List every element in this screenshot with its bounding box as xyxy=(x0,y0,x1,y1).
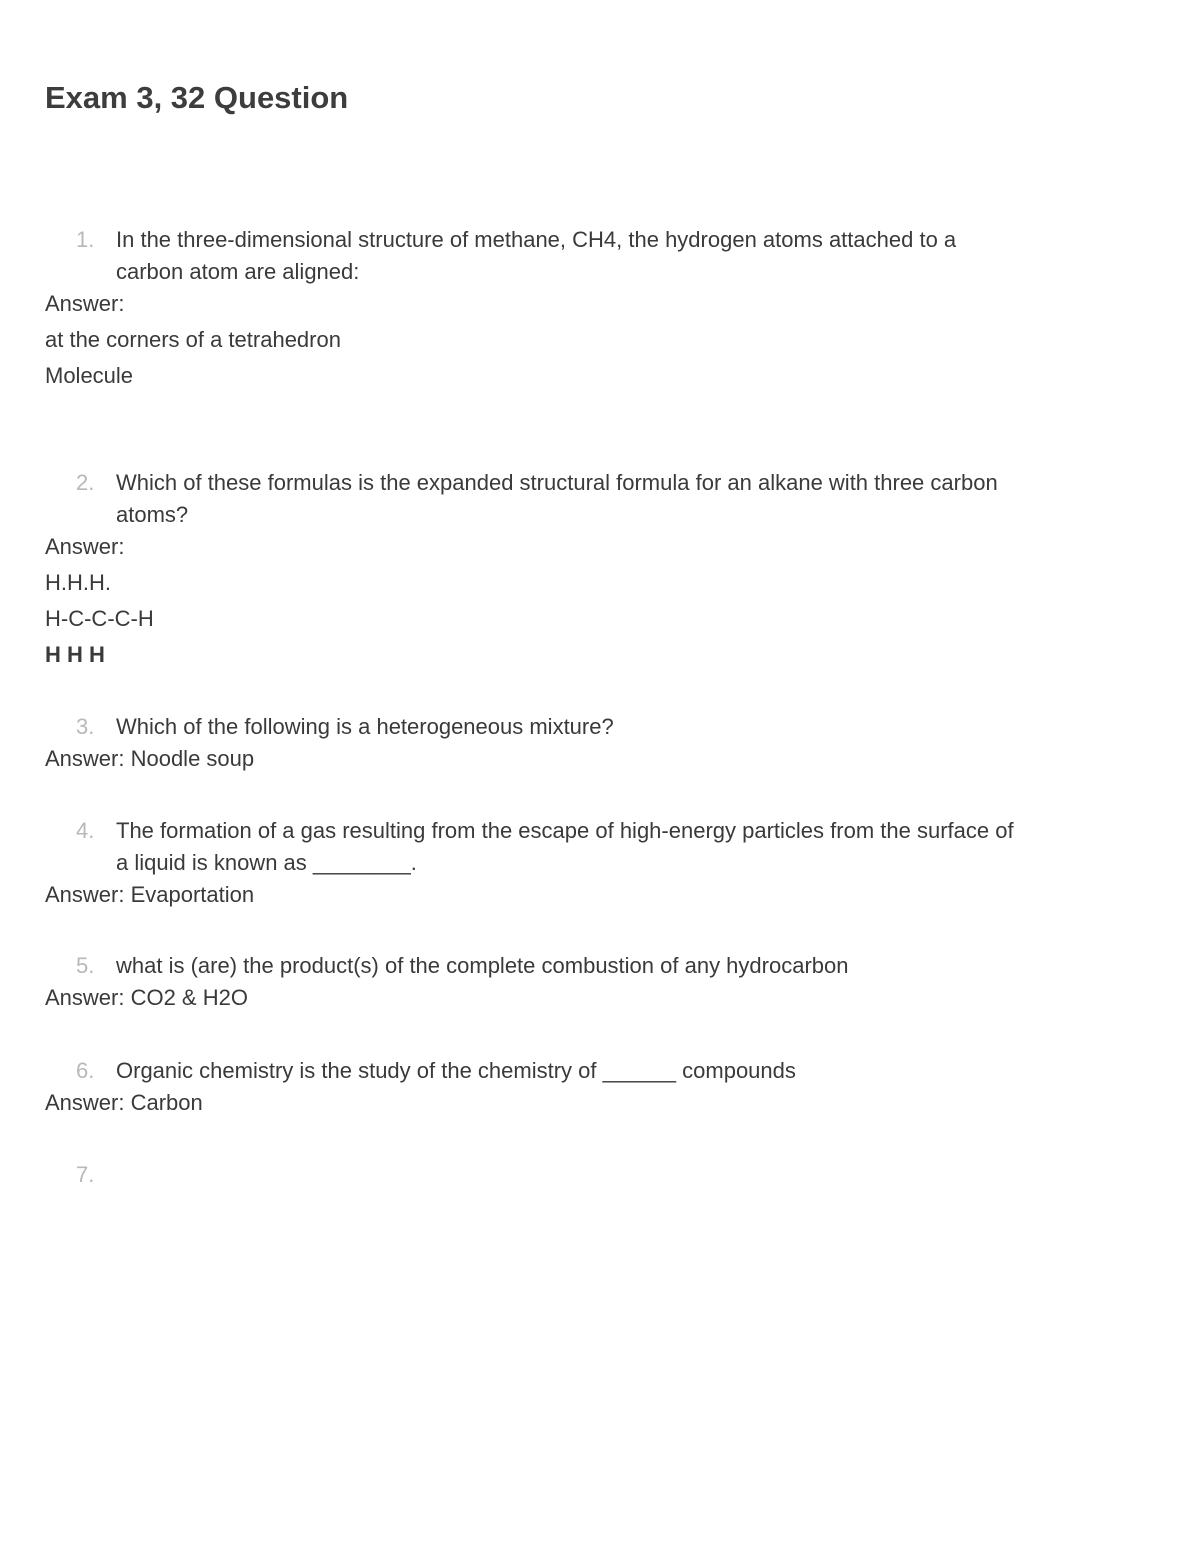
answer-text: H H H xyxy=(45,642,105,667)
answer-text: H.H.H. xyxy=(45,570,111,595)
answer-text: H-C-C-C-H xyxy=(45,606,154,631)
question-text: In the three-dimensional structure of methane, CH4, the hydrogen atoms attached to a xyxy=(116,227,957,252)
question-number: 6. xyxy=(76,1058,95,1083)
answer-text: Answer: Noodle soup xyxy=(45,746,255,771)
answer-text: Answer: CO2 & H2O xyxy=(45,985,248,1010)
question-text: Which of the following is a heterogeneous mixture? xyxy=(116,714,614,739)
answer-text: Molecule xyxy=(45,363,134,388)
question-number: 5. xyxy=(76,953,95,978)
question-text: Organic chemistry is the study of the chemistry of ______ compounds xyxy=(116,1058,796,1083)
question-text: Which of these formulas is the expanded structural formula for an alkane with three carbon xyxy=(116,470,998,495)
question-number: 3. xyxy=(76,714,95,739)
question-text: carbon atom are aligned: xyxy=(116,259,360,284)
answer-text: Answer: Evaportation xyxy=(45,882,255,907)
question-number: 7. xyxy=(76,1162,95,1187)
question-number: 4. xyxy=(76,818,95,843)
question-text: a liquid is known as ________. xyxy=(116,850,417,875)
page-title: Exam 3, 32 Question xyxy=(45,80,349,115)
answer-label: Answer: xyxy=(45,291,125,316)
question-text: atoms? xyxy=(116,502,189,527)
question-number: 1. xyxy=(76,227,95,252)
answer-text: Answer: Carbon xyxy=(45,1090,203,1115)
question-number: 2. xyxy=(76,470,95,495)
question-text: The formation of a gas resulting from the escape of high-energy particles from the surface of xyxy=(116,818,1014,843)
answer-text: at the corners of a tetrahedron xyxy=(45,327,341,352)
answer-label: Answer: xyxy=(45,534,125,559)
question-text: what is (are) the product(s) of the complete combustion of any hydrocarbon xyxy=(116,953,849,978)
